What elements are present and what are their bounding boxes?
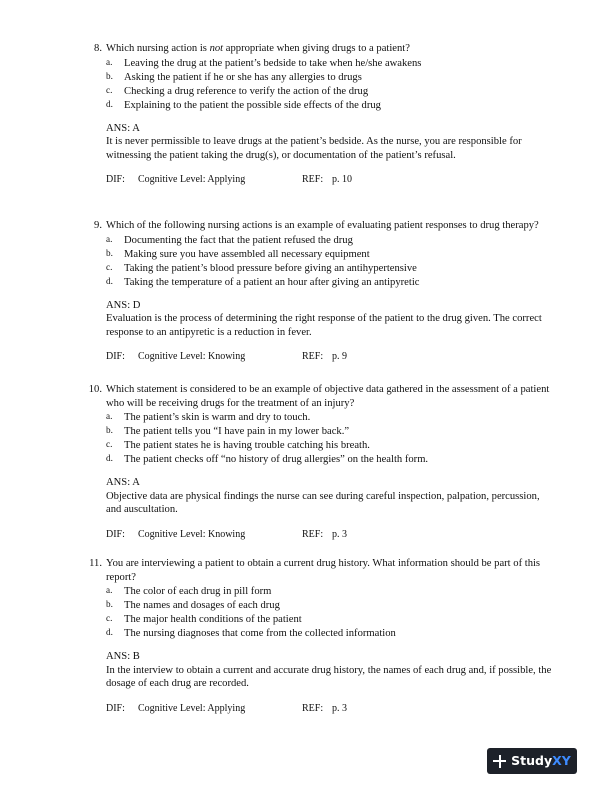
rationale-text: Evaluation is the process of determining the right response of the patient to the drug given. The correct response to an antipyretic is a reduction in fever. [106, 313, 542, 338]
brand-main: Study [511, 753, 553, 769]
answer-line: ANS: A [106, 122, 140, 134]
question-11 [76, 557, 556, 716]
dif-value: Cognitive Level: Knowing [138, 528, 246, 540]
question-stem: Which of the following nursing actions is an example of evaluating patient responses to drug therapy? [106, 220, 539, 231]
option-b: b. Asking the patient if he or she has any allergies to drugs [106, 70, 362, 83]
option-d: d. Explaining to the patient the possible side effects of the drug [106, 98, 381, 111]
dif-label: DIF: [106, 174, 125, 186]
answer-line: ANS: A [106, 477, 140, 489]
stem-emphasis: not [209, 43, 224, 54]
ref-label: REF: [302, 174, 324, 186]
question-number: 9. [94, 220, 102, 231]
option-c: c. Taking the patient’s blood pressure before giving an antihypertensive [106, 261, 417, 274]
question-number: 10. [88, 384, 102, 395]
option-d: d. Taking the temperature of a patient an hour after giving an antipyretic [106, 275, 420, 288]
question-meta [106, 528, 556, 542]
dif-value: Cognitive Level: Applying [138, 702, 246, 714]
question-meta [106, 173, 556, 187]
option-b: b. The names and dosages of each drug [106, 599, 280, 612]
ref-value: p. 10 [332, 174, 352, 186]
option-c: c. The major health conditions of the patient [106, 613, 302, 626]
option-d: d. The patient checks off “no history of drug allergies” on the health form. [106, 453, 429, 466]
options-list [106, 585, 556, 641]
question-stem: Which nursing action is not appropriate when giving drugs to a patient? [106, 43, 410, 54]
option-a: a. The patient’s skin is warm and dry to touch. [106, 411, 311, 424]
ref-label: REF: [302, 351, 324, 363]
answer-line: ANS: B [106, 651, 140, 663]
options-list [106, 57, 556, 113]
studyxy-badge[interactable] [487, 748, 577, 774]
dif-value: Cognitive Level: Knowing [138, 351, 246, 363]
question-meta [106, 350, 556, 364]
question-stem: Which statement is considered to be an example of objective data gathered in the assessment of a patient who will be receiving drugs for the treatment of an injury? [106, 384, 550, 409]
rationale-text: Objective data are physical findings the nurse can see during careful inspection, palpation, percussion, and auscultation. [106, 490, 540, 516]
rationale-text: It is never permissible to leave drugs at the patient’s bedside. As the nurse, you are responsible for witnessing the patient taking the drug(s), or documentation of the patient’s refusal. [106, 136, 522, 161]
option-d: d. The nursing diagnoses that come from the collected information [106, 627, 396, 640]
brand-accent: XY [552, 753, 571, 769]
ref-label: REF: [302, 528, 324, 540]
ref-value: p. 3 [332, 702, 347, 714]
option-c: c. Checking a drug reference to verify the action of the drug [106, 84, 369, 97]
question-meta [106, 702, 556, 716]
ref-value: p. 3 [332, 528, 347, 540]
option-c: c. The patient states he is having trouble catching his breath. [106, 439, 370, 452]
plus-icon [493, 755, 506, 768]
options-list [106, 411, 556, 467]
option-a: a. Leaving the drug at the patient’s bedside to take when he/she awakens [106, 56, 422, 69]
dif-label: DIF: [106, 702, 125, 714]
question-number: 11. [89, 558, 102, 569]
question-number: 8. [94, 43, 102, 54]
dif-value: Cognitive Level: Applying [138, 174, 246, 186]
option-a: a. The color of each drug in pill form [106, 585, 272, 598]
dif-label: DIF: [106, 351, 125, 363]
question-stem: You are interviewing a patient to obtain a current drug history. What information should be part of this report? [106, 558, 541, 583]
rationale-text: In the interview to obtain a current and accurate drug history, the names of each drug and, if possible, the dosage of each drug are recorded. [106, 664, 552, 690]
question-10 [76, 383, 556, 542]
ref-value: p. 9 [332, 351, 347, 363]
option-a: a. Documenting the fact that the patient refused the drug [106, 233, 353, 246]
option-b: b. The patient tells you “I have pain in my lower back.” [106, 425, 350, 438]
ref-label: REF: [302, 702, 324, 714]
dif-label: DIF: [106, 528, 125, 540]
question-9 [76, 219, 556, 364]
question-8 [76, 42, 556, 187]
answer-line: ANS: D [106, 299, 141, 311]
options-list [106, 234, 556, 290]
option-b: b. Making sure you have assembled all necessary equipment [106, 247, 370, 260]
